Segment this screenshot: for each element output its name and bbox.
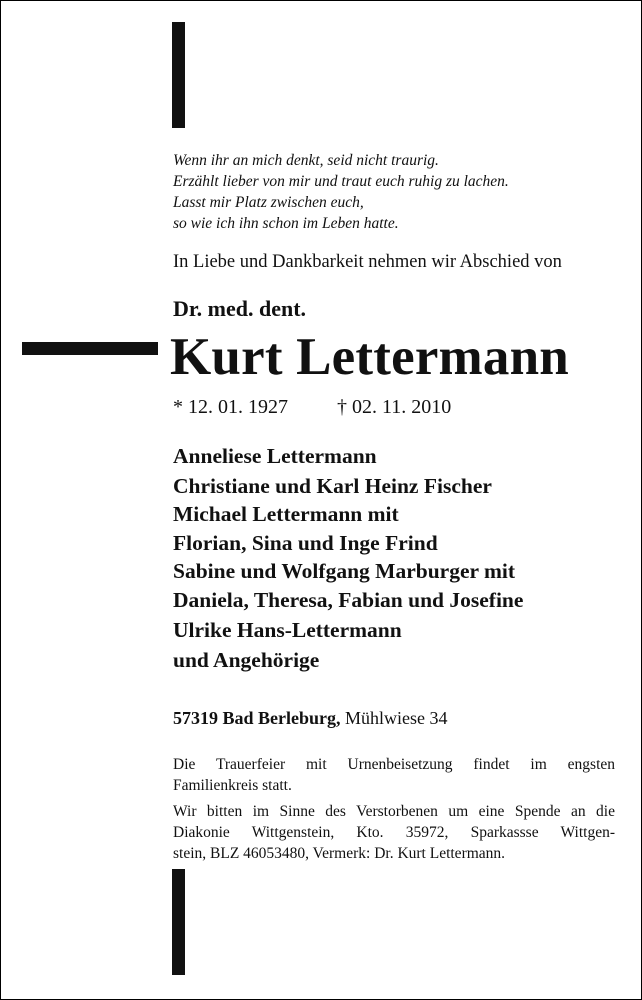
- family-list: [173, 441, 523, 675]
- donation-notice-line: Wir bitten im Sinne des Verstorbenen um eine Spende an die: [173, 803, 615, 820]
- cross-top-bar: [172, 22, 185, 128]
- ceremony-notice: [173, 754, 615, 796]
- cross-bottom-bar: [172, 869, 185, 975]
- ceremony-notice-line: Die Trauerfeier mit Urnenbeisetzung findet im engsten: [173, 756, 615, 773]
- family-member: Sabine und Wolfgang Marburger mit: [173, 559, 516, 583]
- donation-notice: [173, 801, 615, 864]
- address-street: Mühlwiese 34: [345, 708, 448, 728]
- farewell-intro: In Liebe und Dankbarkeit nehmen wir Abschied von: [173, 252, 562, 272]
- life-dates: [173, 396, 451, 419]
- family-member: und Angehörige: [173, 648, 320, 672]
- mourning-address: [173, 708, 448, 729]
- family-member: Anneliese Lettermann: [173, 444, 377, 468]
- cross-horizontal-bar: [22, 342, 158, 355]
- poem-line: so wie ich ihn schon im Leben hatte.: [173, 215, 399, 232]
- family-member: Daniela, Theresa, Fabian und Josefine: [173, 588, 524, 612]
- family-member: Florian, Sina und Inge Frind: [173, 531, 438, 555]
- birth-date: * 12. 01. 1927: [173, 396, 288, 418]
- poem-line: Lasst mir Platz zwischen euch,: [173, 194, 364, 211]
- poem: [173, 150, 509, 234]
- address-city: 57319 Bad Berleburg,: [173, 708, 341, 728]
- deceased-title: Dr. med. dent.: [173, 296, 307, 321]
- family-member: Christiane und Karl Heinz Fischer: [173, 474, 492, 498]
- family-member: Michael Lettermann mit: [173, 502, 399, 526]
- deceased-name: Kurt Lettermann: [170, 328, 569, 386]
- ceremony-notice-line: Familienkreis statt.: [173, 777, 292, 794]
- donation-notice-line: Diakonie Wittgenstein, Kto. 35972, Sparkassse Wittgen-: [173, 824, 615, 841]
- poem-line: Erzählt lieber von mir und traut euch ruhig zu lachen.: [173, 173, 509, 190]
- death-date: † 02. 11. 2010: [337, 396, 452, 418]
- donation-notice-line: stein, BLZ 46053480, Vermerk: Dr. Kurt Lettermann.: [173, 845, 506, 862]
- family-member: Ulrike Hans-Lettermann: [173, 618, 402, 642]
- poem-line: Wenn ihr an mich denkt, seid nicht traurig.: [173, 152, 439, 169]
